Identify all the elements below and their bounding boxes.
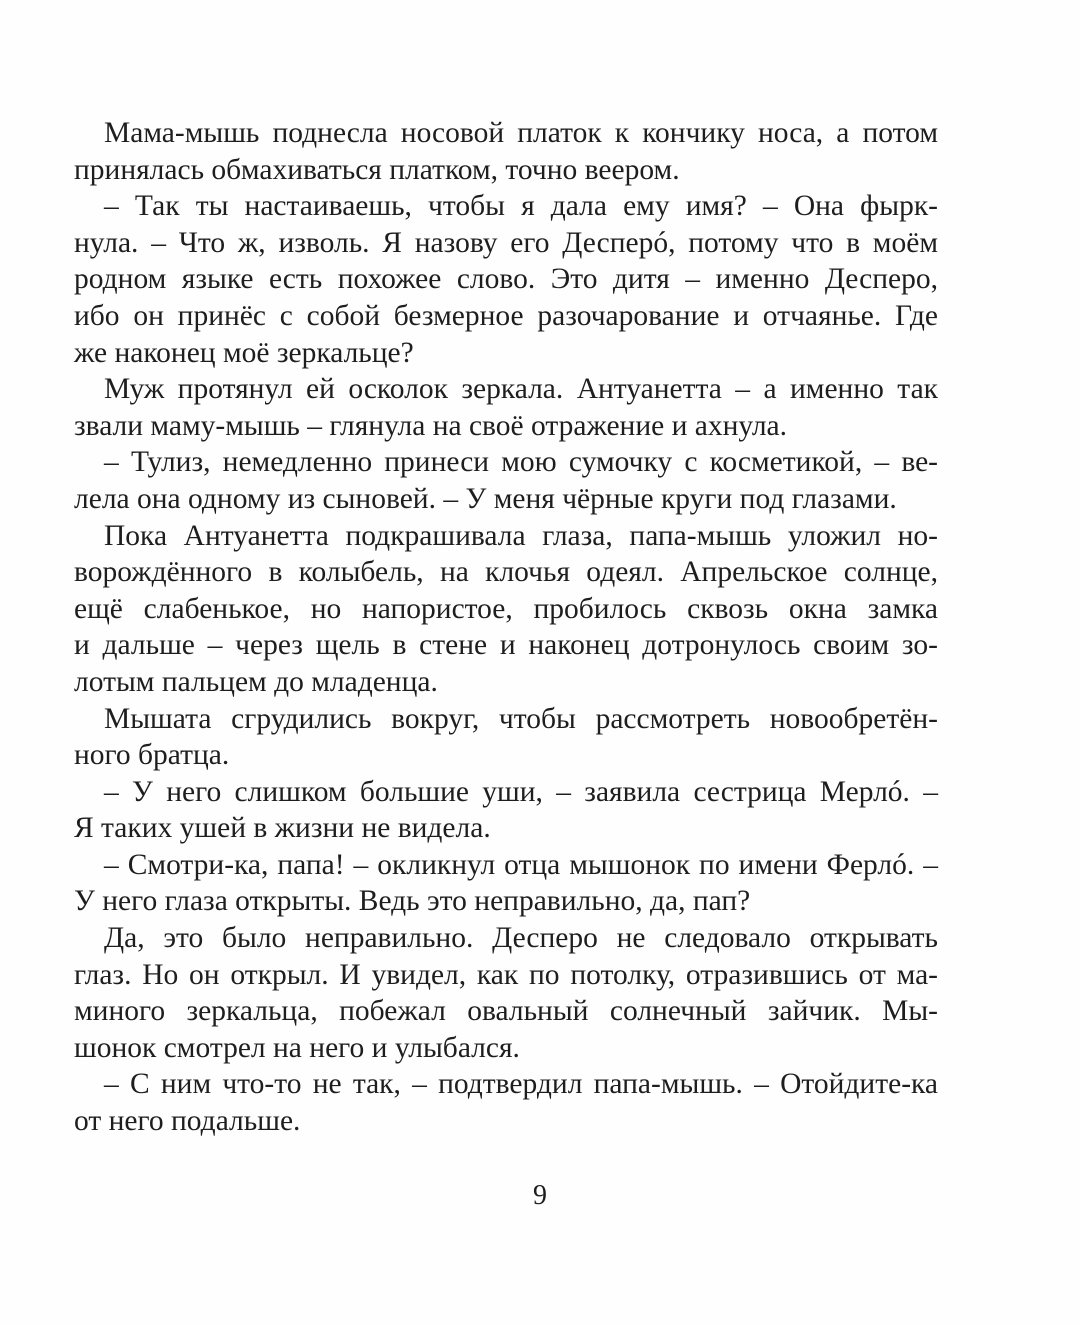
text-line: родном языке есть похожее слово. Это дитя – именно Десперо, [74, 263, 938, 296]
paragraph [74, 1066, 938, 1139]
text-line: от него подальше. [74, 1105, 301, 1138]
paragraph [74, 188, 938, 371]
text-line: Да, это было неправильно. Десперо не следовало открывать [104, 922, 938, 955]
text-line: – Тулиз, немедленно принеси мою сумочку с косметикой, – ве- [104, 446, 938, 479]
text-line: – С ним что-то не так, – подтвердил папа-мышь. – Отойдите-ка [104, 1068, 938, 1101]
text-line: лотым пальцем до младенца. [74, 665, 438, 698]
text-line: Я таких ушей в жизни не видела. [74, 812, 491, 845]
paragraph [74, 371, 938, 444]
text-line: ного братца. [74, 739, 230, 772]
paragraph [74, 847, 938, 920]
text-line: Мышата сгрудились вокруг, чтобы рассмотреть новообретён- [104, 702, 938, 735]
text-line: У него глаза открыты. Ведь это неправильно, да, пап? [74, 885, 751, 918]
text-line: – Так ты настаиваешь, чтобы я дала ему имя? – Она фырк- [104, 190, 938, 223]
paragraph [74, 115, 938, 188]
paragraph [74, 444, 938, 517]
body-text [74, 115, 938, 1140]
paragraph [74, 920, 938, 1066]
text-line: Пока Антуанетта подкрашивала глаза, папа-мышь уложил но- [104, 519, 938, 552]
text-line: Муж протянул ей осколок зеркала. Антуанетта – а именно так [104, 373, 938, 406]
text-line: глаз. Но он открыл. И увидел, как по потолку, отразившись от ма- [74, 958, 938, 991]
paragraph [74, 701, 938, 774]
text-line: Мама-мышь поднесла носовой платок к кончику носа, а потом [104, 117, 938, 149]
text-line: и дальше – через щель в стене и наконец дотронулось своим зо- [74, 629, 938, 662]
paragraph [74, 774, 938, 847]
text-line: принялась обмахиваться платком, точно веером. [74, 153, 680, 186]
text-line: – Смотри-ка, папа! – окликнул отца мышонок по имени Ферлó. – [104, 848, 938, 881]
text-line: миного зеркальца, побежал овальный солнечный зайчик. Мы- [74, 995, 938, 1028]
text-line: звали маму-мышь – глянула на своё отражение и ахнула. [74, 409, 788, 442]
page-number: 9 [533, 1180, 547, 1211]
text-line: – У него слишком большие уши, – заявила сестрица Мерлó. – [104, 775, 938, 808]
text-line: же наконец моё зеркальце? [74, 336, 414, 369]
text-line: ещё слабенькое, но напористое, пробилось сквозь окна замка [74, 592, 938, 625]
text-line: ворождённого в колыбель, на клочья одеял. Апрельское солнце, [74, 556, 938, 589]
paragraph [74, 518, 938, 701]
text-line: лела она одному из сыновей. – У меня чёрные круги под глазами. [74, 482, 897, 515]
text-line: нула. – Что ж, изволь. Я назову его Десперó, потому что в моём [74, 226, 938, 259]
text-line: ибо он принёс с собой безмерное разочарование и отчаянье. Где [74, 299, 938, 332]
text-line: шонок смотрел на него и улыбался. [74, 1031, 520, 1064]
